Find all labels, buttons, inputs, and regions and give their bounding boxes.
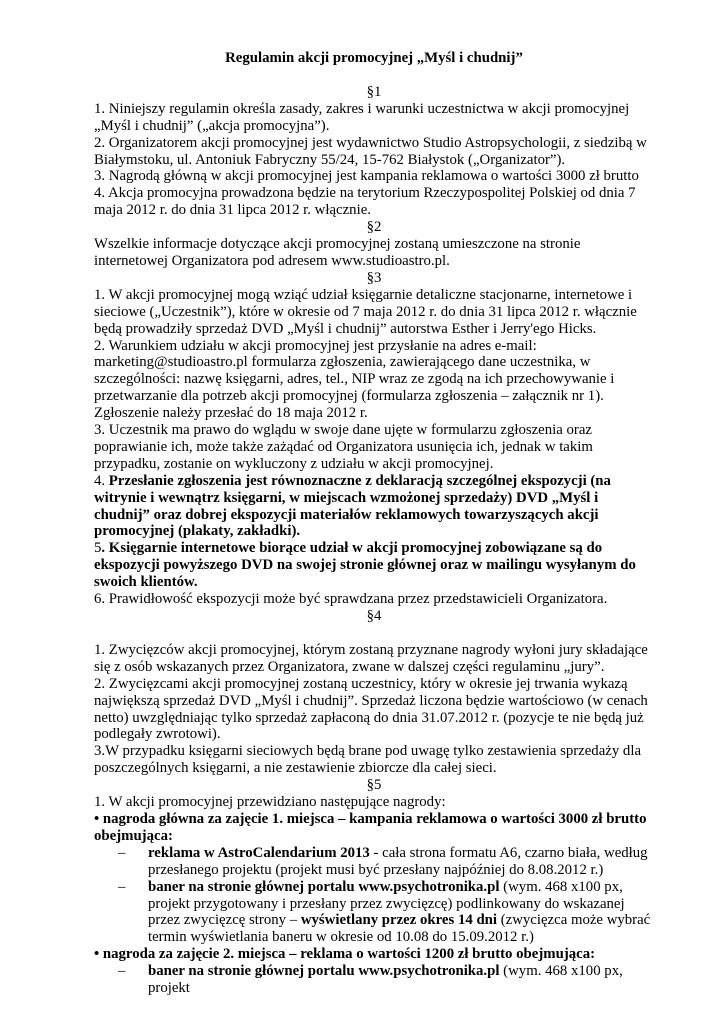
paragraph: [94, 473, 654, 541]
paragraph: 1. W akcji promocyjnej mogą wziąć udział księgarnie detaliczne stacjonarne, internetowe i sieciowe („Uczestnik”), które w okresie od 7 maja 2012 r. do dnia 31 lipca 2012 r. włącznie będą prowadziły sprzedaż DVD „Myśl i chudnij” autorstwa Esther i Jerry'ego Hicks.: [94, 286, 637, 337]
paragraph: [94, 540, 654, 591]
prize-2-heading: • nagroda za zajęcie 2. miejsca – reklama o wartości 1200 zł brutto obejmująca:: [94, 946, 596, 963]
list-item: [94, 879, 654, 947]
document-title: Regulamin akcji promocyjnej „Myśl i chudnij”: [225, 50, 523, 66]
paragraph: 3. Nagrodą główną w akcji promocyjnej jest kampania reklamowa o wartości 3000 zł brutto: [94, 168, 639, 185]
dash-bullet: –: [118, 844, 126, 861]
bold-text: reklama w AstroCalendarium 2013: [148, 844, 370, 861]
paragraph: 3.W przypadku księgarni sieciowych będą brane pod uwagę tylko zestawienia sprzedaży dla poszczególnych księgarni, a nie zestawienie zbiorcze dla całej sieci.: [94, 743, 642, 777]
paragraph: 4. Akcja promocyjna prowadzona będzie na terytorium Rzeczypospolitej Polskiej od dnia 7 maja 2012 r. do dnia 31 lipca 2012 r. włącznie.: [94, 185, 636, 219]
regulation-text: [94, 50, 654, 997]
paragraph: 1. Niniejszy regulamin określa zasady, zakres i warunki uczestnictwa w akcji promocyjnej „Myśl i chudnij” („akcja promocyjna”).: [94, 100, 630, 134]
paragraph: 2. Organizatorem akcji promocyjnej jest wydawnictwo Studio Astropsychologii, z siedzibą w Białymstoku, ul. Antoniuk Fabryczny 55/24, 15-762 Białystok („Organizator”).: [94, 134, 647, 168]
list-item: [94, 845, 654, 879]
bold-text: . Księgarnie internetowe biorące udział w akcji promocyjnej zobowiązane są do ekspozycji powyższego DVD na swojej stronie głównej oraz w mailingu wysyłanym do swoich klientów.: [94, 540, 636, 591]
blank-line: [94, 625, 654, 642]
paragraph: 1. W akcji promocyjnej przewidziano następujące nagrody:: [94, 794, 446, 811]
section-5-heading: §5: [366, 777, 382, 794]
list-item: [94, 963, 654, 997]
item-text: (wym. 468 x100 px, projekt przygotowany i przesłany przez zwycięzcę) podlinkowany do wskazanej przez zwycięzcę strony –: [148, 878, 625, 929]
dash-bullet: –: [118, 963, 126, 980]
item-text: (wym. 468 x100 px, projekt: [148, 963, 623, 997]
paragraph: 6. Prawidłowość ekspozycji może być sprawdzana przez przedstawicieli Organizatora.: [94, 591, 608, 608]
paragraph: 2. Zwycięzcami akcji promocyjnej zostaną uczestnicy, który w okresie jej trwania wykazą największą sprzedaż DVD „Myśl i chudnij”. Sprzedaż liczona będzie wartościowo (w cenach netto) uwzględniając tylko sprzedaż zapłaconą do dnia 31.07.2012 r. (pozycje te nie będą już podlegały zwrotowi).: [94, 675, 648, 743]
item-text: - cała strona formatu A6, czarno biała, według przesłanego projektu (projekt musi być przesłany najpóźniej do 8.08.2012 r.): [148, 844, 648, 878]
section-2-heading: §2: [366, 219, 382, 236]
paragraph: 3. Uczestnik ma prawo do wglądu w swoje dane ujęte w formularzu zgłoszenia oraz poprawianie ich, może także zażądać od Organizatora usunięcia ich, jednak w takim przypadku, zostanie on wykluczony z udziału w akcji promocyjnej.: [94, 422, 593, 472]
bold-text: baner na stronie głównej portalu www.psychotronika.pl: [148, 963, 500, 980]
paragraph-number: 5: [94, 540, 102, 557]
section-3-heading: §3: [366, 269, 382, 286]
bold-text: baner na stronie głównej portalu www.psychotronika.pl: [148, 878, 500, 895]
bold-text: wyświetlany przez okres 14 dni: [300, 912, 498, 929]
item-text: (zwycięzca może wybrać termin wyświetlania baneru w okresie od 10.08 do 15.09.2012 r.): [148, 912, 651, 946]
bold-text: Przesłanie zgłoszenia jest równoznaczne z deklaracją szczególnej ekspozycji (na witrynie i wewnątrz księgarni, w miejscach wzmożonej sprzedaży) DVD „Myśl i chudnij” oraz dobrej ekspozycji materiałów reklamowych towarzyszących akcji promocyjnej (plakaty, zakładki).: [94, 472, 611, 540]
paragraph: Wszelkie informacje dotyczące akcji promocyjnej zostaną umieszczone na stronie internetowej Organizatora pod adresem www.studioastro.pl.: [94, 236, 581, 269]
prize-1-heading: • nagroda główna za zajęcie 1. miejsca – kampania reklamowa o wartości 3000 zł brutto obejmująca:: [94, 810, 647, 844]
paragraph: 2. Warunkiem udziału w akcji promocyjnej jest przysłanie na adres e-mail: marketing@studioastro.pl formularza zgłoszenia, zawierającego dane uczestnika, w szczególności: nazwę księgarni, adres, tel., NIP wraz ze zgodą na ich przechowywanie i przetwarzanie dla potrzeb akcji promocyjnej (formularza zgłoszenia – załącznik nr 1). Zgłoszenie należy przesłać do 18 maja 2012 r.: [94, 337, 615, 422]
section-1-heading: §1: [366, 83, 382, 100]
section-4-heading: §4: [366, 608, 382, 624]
paragraph: 1. Zwycięzców akcji promocyjnej, którym zostaną przyznane nagrody wyłoni jury składające się z osób wskazanych przez Organizatora, zwane w dalszej części regulaminu „jury”.: [94, 641, 648, 675]
dash-bullet: –: [118, 878, 126, 895]
paragraph-number: 4.: [94, 472, 109, 489]
